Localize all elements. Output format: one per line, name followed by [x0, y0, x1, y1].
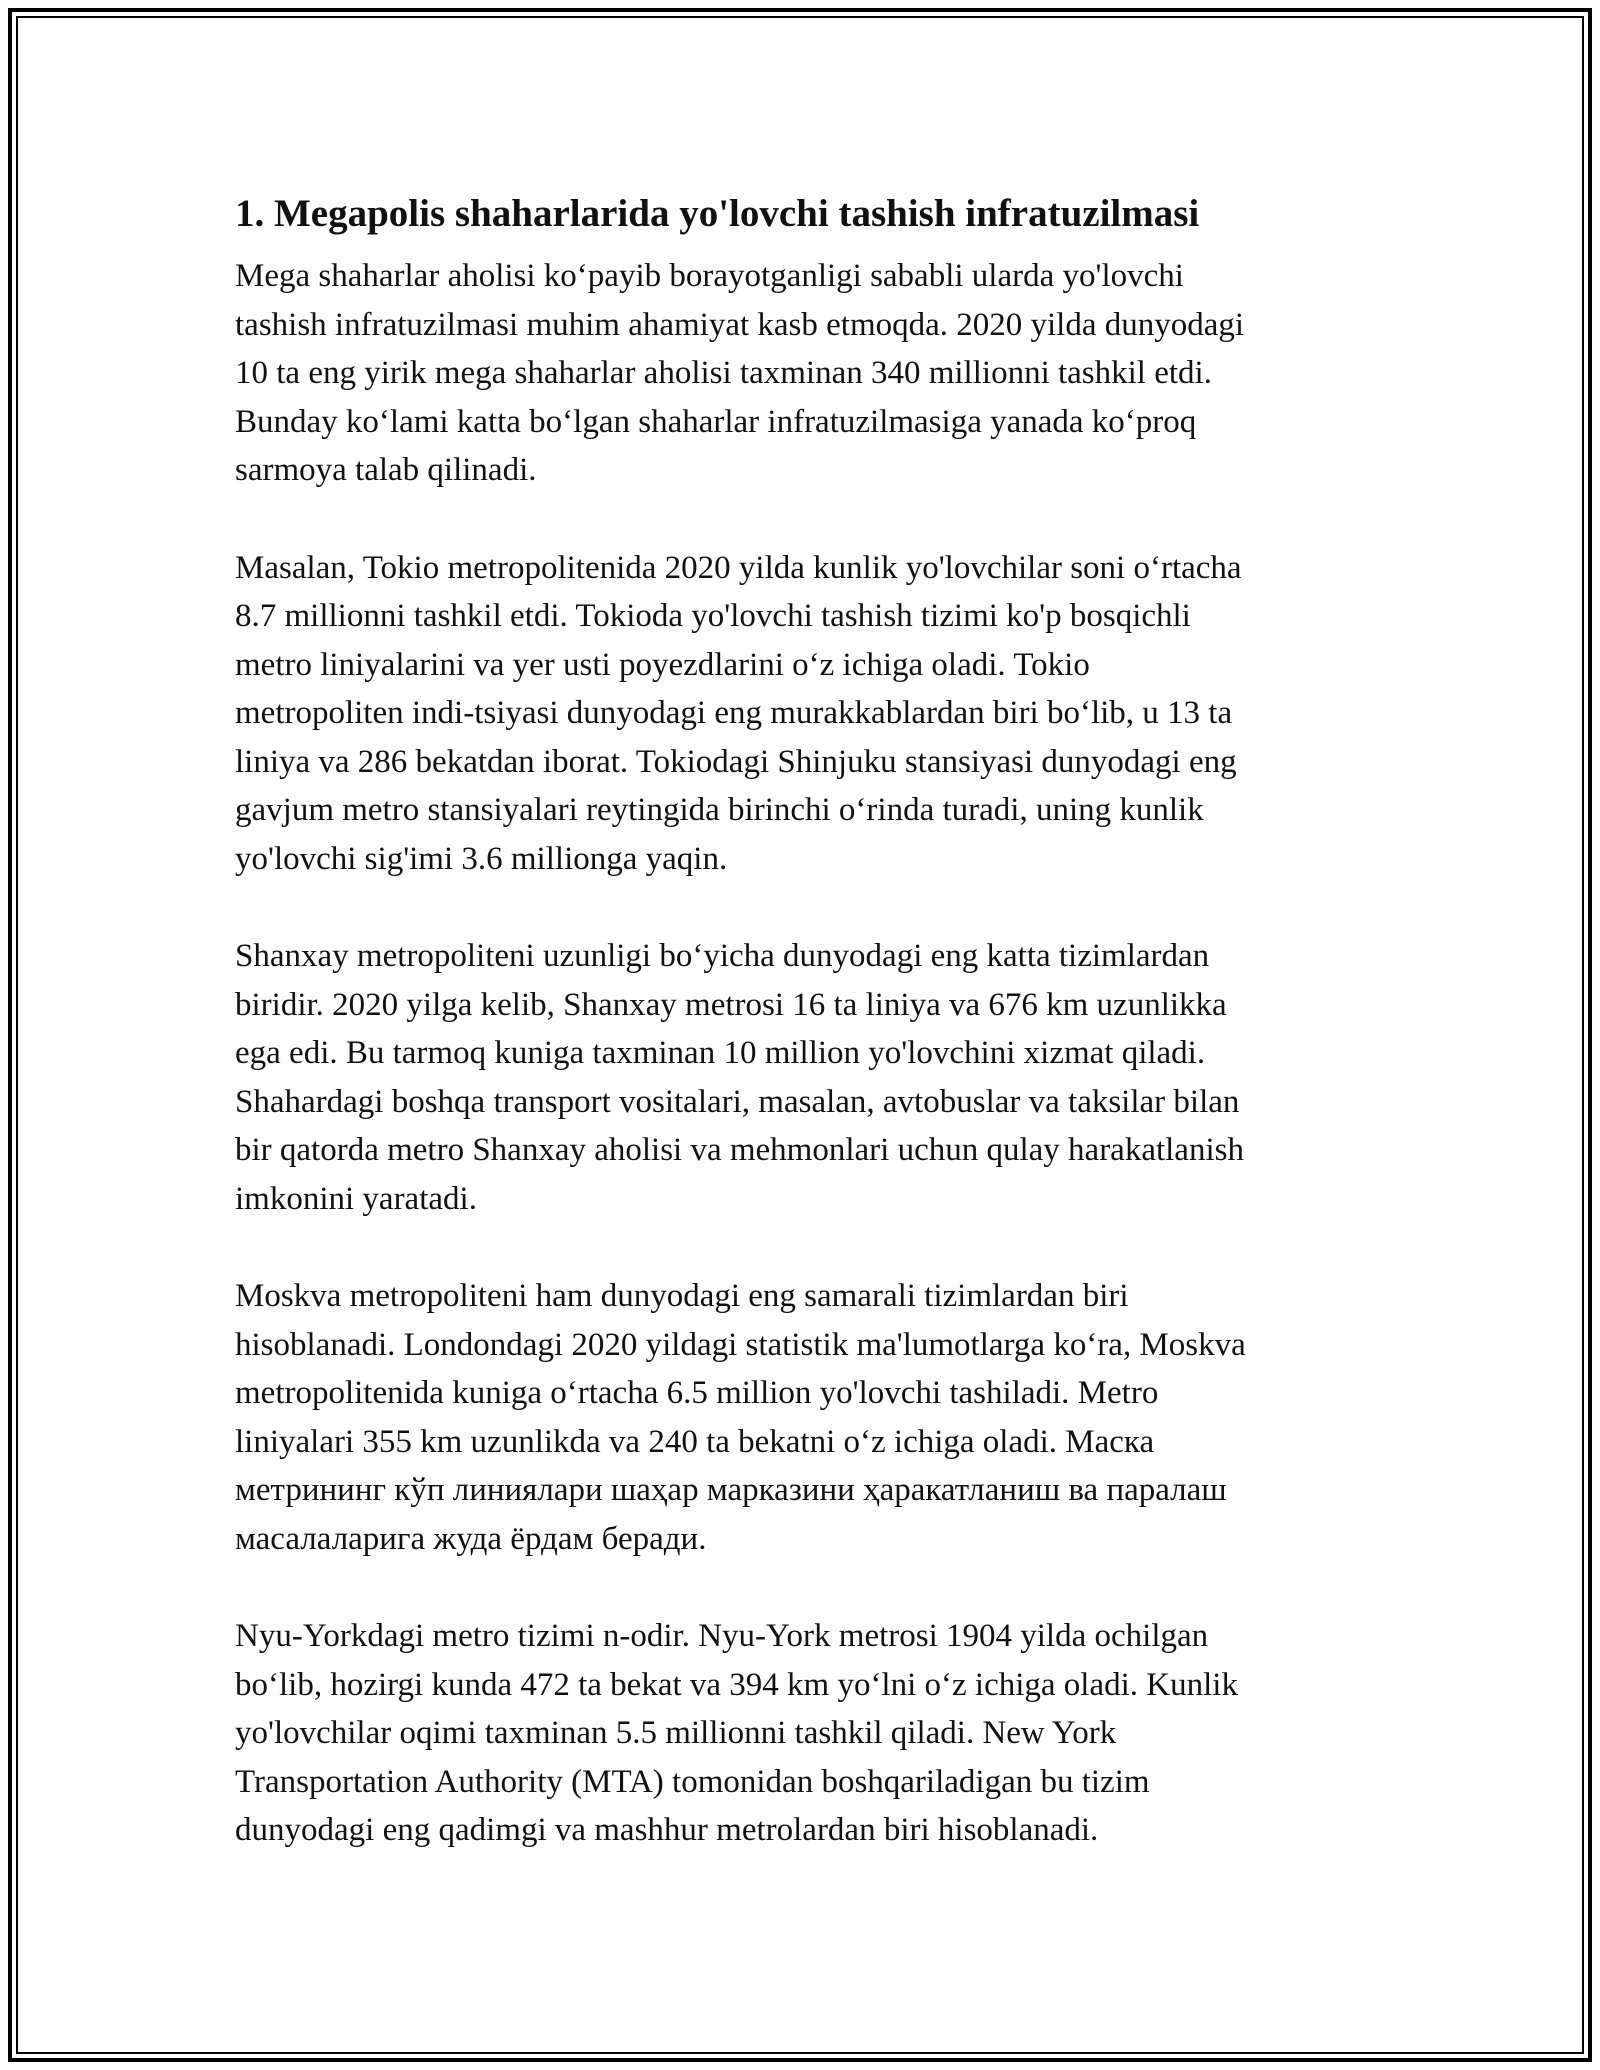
- paragraph-new-york: [235, 1612, 1375, 1855]
- text-line: liniyalari 355 km uzunlikda va 240 ta bekatni oʻz ichiga oladi. Маска: [235, 1423, 1155, 1460]
- text-line: yo'lovchilar oqimi taxminan 5.5 millionni tashkil qiladi. New York: [235, 1715, 1117, 1751]
- text-line: Transportation Authority (MTA) tomonidan boshqariladigan bu tizim: [235, 1763, 1150, 1800]
- text-line: metropoliten indi-tsiyasi dunyodagi eng murakkablardan biri boʻlib, u 13 ta: [235, 695, 1233, 731]
- document-body: [235, 186, 1375, 1904]
- text-line: Shahardagi boshqa transport vositalari, masalan, avtobuslar va taksilar bilan: [235, 1083, 1240, 1120]
- text-line: Bunday koʻlami katta boʻlgan shaharlar infratuzilmasiga yanada koʻproq: [235, 403, 1197, 440]
- text-line: gavjum metro stansiyalari reytingida birinchi oʻrinda turadi, uning kunlik: [235, 792, 1204, 828]
- text-line: liniya va 286 bekatdan iborat. Tokiodagi Shinjuku stansiyasi dunyodagi eng: [235, 743, 1237, 780]
- text-line: metropolitenida kuniga oʻrtacha 6.5 million yo'lovchi tashiladi. Metro: [235, 1375, 1159, 1411]
- text-line: метрининг кўп линиялари шаҳар марказини ҳаракатланиш ва паралаш: [235, 1472, 1227, 1508]
- text-line: bir qatorda metro Shanxay aholisi va mehmonlari uchun qulay harakatlanish: [235, 1132, 1244, 1168]
- paragraph-moscow: [235, 1272, 1375, 1563]
- text-line: sarmoya talab qilinadi.: [235, 452, 537, 488]
- paragraph-intro: [235, 252, 1375, 495]
- text-line: biridir. 2020 yilga kelib, Shanxay metrosi 16 ta liniya va 676 km uzunlikka: [235, 986, 1227, 1023]
- text-line: dunyodagi eng qadimgi va mashhur metrolardan biri hisoblanadi.: [235, 1812, 1099, 1848]
- text-line: hisoblanadi. Londondagi 2020 yildagi statistik ma'lumotlarga koʻra, Moskva: [235, 1326, 1246, 1363]
- text-line: metro liniyalarini va yer usti poyezdlarini oʻz ichiga oladi. Tokio: [235, 646, 1090, 683]
- text-line: tashish infratuzilmasi muhim ahamiyat kasb etmoqda. 2020 yilda dunyodagi: [235, 306, 1245, 343]
- text-line: ega edi. Bu tarmoq kuniga taxminan 10 million yo'lovchini xizmat qiladi.: [235, 1035, 1206, 1071]
- document-title: 1. Megapolis shaharlarida yo'lovchi tashish infratuzilmasi: [235, 192, 1200, 235]
- paragraph-shanghai: [235, 932, 1375, 1223]
- text-line: 10 ta eng yirik mega shaharlar aholisi taxminan 340 millionni tashkil etdi.: [235, 355, 1212, 391]
- text-line: boʻlib, hozirgi kunda 472 ta bekat va 394 km yoʻlni oʻz ichiga oladi. Kunlik: [235, 1666, 1238, 1703]
- text-line: масалаларига жуда ёрдам беради.: [235, 1520, 707, 1557]
- text-line: Shanxay metropoliteni uzunligi boʻyicha dunyodagi eng katta tizimlardan: [235, 938, 1210, 974]
- text-line: Masalan, Tokio metropolitenida 2020 yilda kunlik yo'lovchilar soni oʻrtacha: [235, 549, 1242, 586]
- text-line: imkonini yaratadi.: [235, 1180, 477, 1217]
- text-line: yo'lovchi sig'imi 3.6 millionga yaqin.: [235, 840, 728, 877]
- paragraph-tokyo: [235, 544, 1375, 884]
- text-line: Mega shaharlar aholisi koʻpayib borayotganligi sababli ularda yo'lovchi: [235, 258, 1184, 294]
- text-line: Moskva metropoliteni ham dunyodagi eng samarali tizimlardan biri: [235, 1278, 1129, 1314]
- text-line: Nyu-Yorkdagi metro tizimi n-odir. Nyu-York metrosi 1904 yilda ochilgan: [235, 1618, 1209, 1654]
- text-line: 8.7 millionni tashkil etdi. Tokioda yo'lovchi tashish tizimi ko'p bosqichli: [235, 598, 1191, 634]
